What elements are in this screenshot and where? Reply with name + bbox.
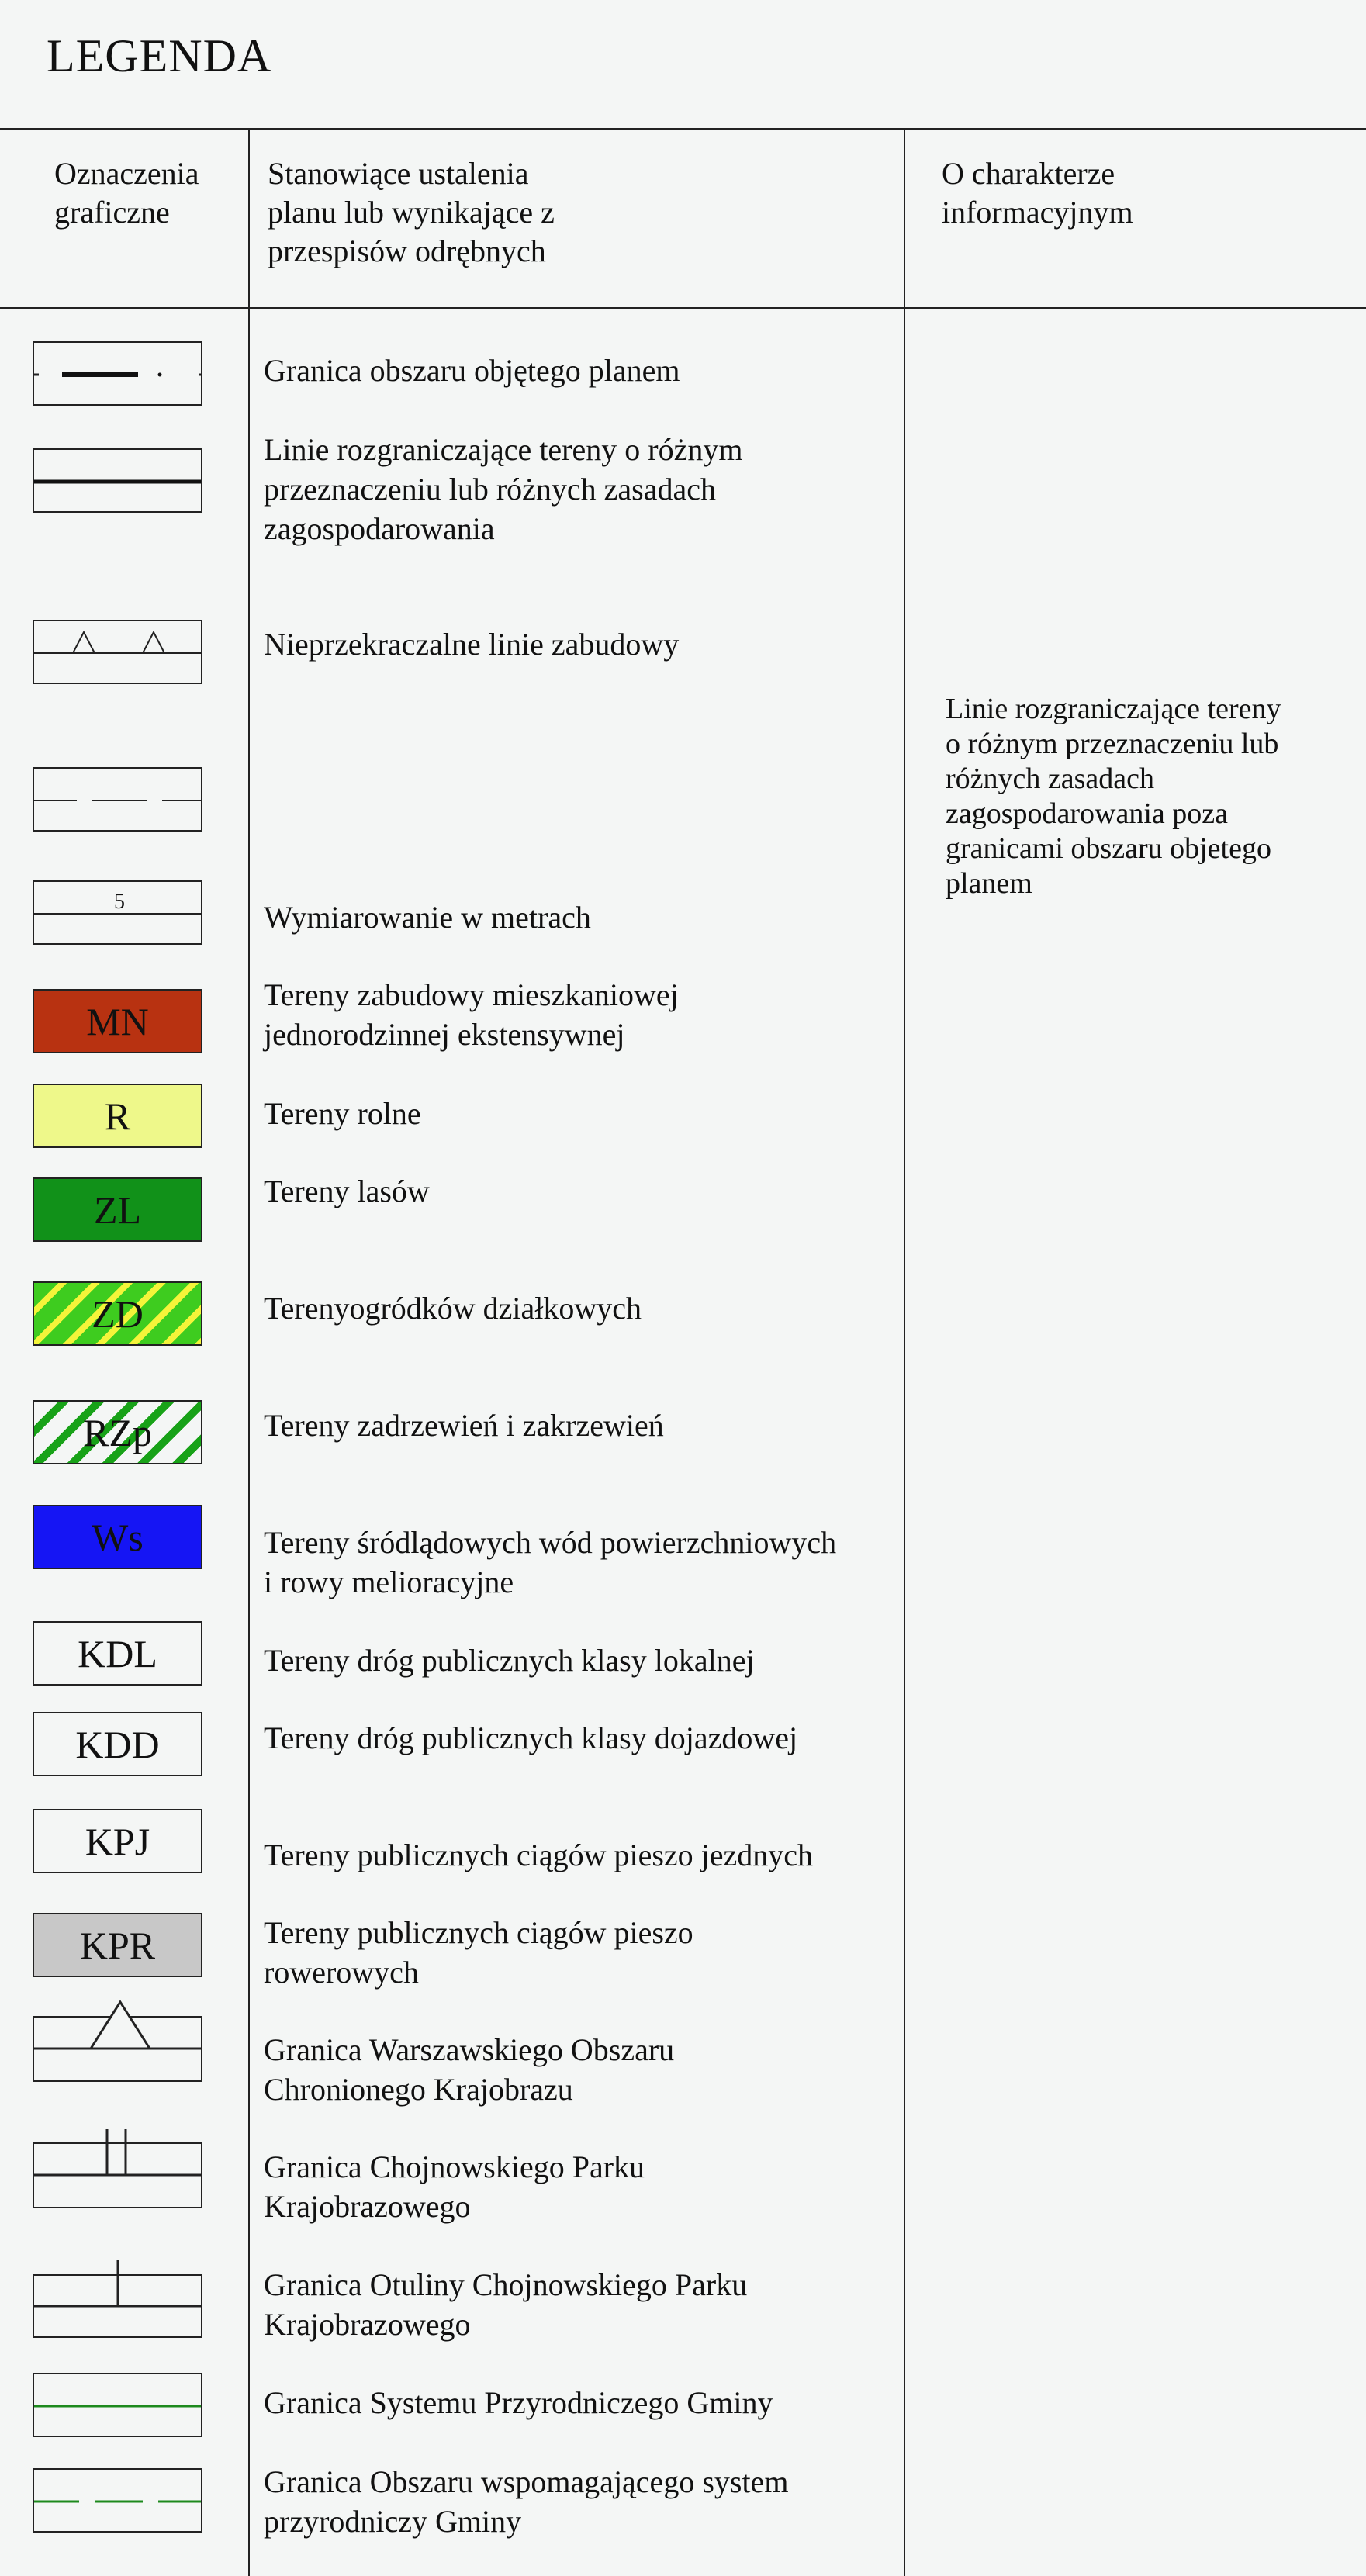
desc-line: Granica Systemu Przyrodniczego Gminy: [264, 2385, 773, 2420]
legend-row-19-text: [264, 2462, 788, 2541]
desc-line: Nieprzekraczalne linie zabudowy: [264, 627, 680, 662]
desc-line: przyrodniczy Gminy: [264, 2504, 522, 2539]
land-use-ws-icon: [33, 1505, 202, 1569]
desc-line: Wymiarowanie w metrach: [264, 900, 591, 935]
header-bottom-divider: [0, 307, 1366, 309]
legend-row-12-text: [264, 1718, 797, 1758]
column-divider-1: [248, 129, 250, 2576]
desc-line: jednorodzinnej ekstensywnej: [264, 1017, 625, 1052]
legend-row-1-text: [264, 430, 742, 548]
symbol-code: KPJ: [85, 1819, 150, 1863]
desc-line: Terenyogródków działkowych: [264, 1291, 642, 1326]
land-use-zd-icon: [33, 1281, 202, 1346]
desc-line: Granica Otuliny Chojnowskiego Parku: [264, 2267, 748, 2302]
dimension-label: 5: [114, 890, 125, 914]
dash-dot-line-icon: [33, 341, 202, 406]
info-line: o różnym przeznaczeniu lub: [946, 728, 1279, 760]
desc-line: zagospodarowania: [264, 511, 495, 546]
legend-row-9-text: [264, 1406, 664, 1445]
header-line: przespisów odrębnych: [268, 233, 546, 268]
desc-line: Tereny publicznych ciągów pieszo: [264, 1915, 693, 1950]
header-graphic-symbols: [54, 154, 199, 232]
land-use-r-icon: [33, 1084, 202, 1148]
double-tick-line-icon: [33, 2127, 202, 2208]
info-line: planem: [946, 867, 1032, 900]
desc-line: Tereny dróg publicznych klasy lokalnej: [264, 1643, 755, 1678]
legend-row-4-text: [264, 897, 591, 937]
legend-row-14-text: [264, 1913, 693, 1992]
desc-line: rowerowych: [264, 1955, 419, 1990]
legend-row-6-text: [264, 1094, 421, 1133]
single-tick-line-icon: [33, 2257, 202, 2339]
triangle-line-icon: [33, 620, 202, 684]
road-kpr-icon: [33, 1913, 202, 1977]
desc-line: Tereny publicznych ciągów pieszo jezdnych: [264, 1838, 814, 1872]
legend-row-10-text: [264, 1523, 836, 1602]
desc-line: Tereny zadrzewień i zakrzewień: [264, 1408, 664, 1443]
road-kdd-icon: [33, 1712, 202, 1776]
desc-line: Krajobrazowego: [264, 2307, 471, 2342]
legend-row-2-text: [264, 624, 679, 664]
info-line: granicami obszaru objetego: [946, 832, 1271, 865]
header-binding-provisions: [268, 154, 555, 271]
legend-row-18-text: [264, 2383, 773, 2422]
info-line: Linie rozgraniczające tereny: [946, 693, 1281, 725]
legend-row-16-text: [264, 2147, 645, 2226]
desc-line: Granica Warszawskiego Obszaru: [264, 2032, 675, 2067]
solid-line-icon: [33, 448, 202, 513]
legend-row-13-text: [264, 1835, 813, 1875]
symbol-code: R: [104, 1094, 131, 1138]
land-use-zl-icon: [33, 1177, 202, 1242]
column-divider-2: [904, 129, 905, 2576]
symbol-code: ZL: [93, 1188, 142, 1232]
header-line: Oznaczenia: [54, 156, 199, 191]
desc-line: Granica Chojnowskiego Parku: [264, 2149, 645, 2184]
legend-row-7-text: [264, 1171, 430, 1211]
desc-line: Tereny dróg publicznych klasy dojazdowej: [264, 1720, 798, 1755]
desc-line: Tereny zabudowy mieszkaniowej: [264, 977, 679, 1012]
legend-row-11-text: [264, 1641, 755, 1680]
header-line: O charakterze: [942, 156, 1115, 191]
desc-line: Linie rozgraniczające tereny o różnym: [264, 432, 743, 467]
desc-line: Granica Obszaru wspomagającego system: [264, 2464, 789, 2499]
header-top-divider: [0, 128, 1366, 130]
desc-line: Granica obszaru objętego planem: [264, 353, 680, 388]
header-line: Stanowiące ustalenia: [268, 156, 529, 191]
desc-line: przeznaczeniu lub różnych zasadach: [264, 472, 716, 507]
informational-description: [946, 692, 1281, 901]
desc-line: Tereny lasów: [264, 1174, 430, 1208]
symbol-code: RZp: [83, 1410, 152, 1454]
desc-line: Tereny śródlądowych wód powierzchniowych: [264, 1525, 837, 1560]
legend-row-5-text: [264, 975, 679, 1054]
big-triangle-line-icon: [33, 1997, 202, 2083]
dimension-line-icon: [33, 880, 202, 945]
info-line: różnych zasadach: [946, 762, 1155, 795]
land-use-rzp-icon: [33, 1400, 202, 1464]
legend-row-15-text: [264, 2030, 674, 2109]
symbol-code: Ws: [92, 1515, 144, 1559]
symbol-code: KPR: [79, 1923, 156, 1967]
info-line: zagospodarowania poza: [946, 797, 1229, 830]
symbol-code: KDL: [78, 1631, 157, 1675]
road-kdl-icon: [33, 1621, 202, 1686]
desc-line: Krajobrazowego: [264, 2189, 471, 2224]
desc-line: i rowy melioracyjne: [264, 1565, 514, 1599]
header-line: informacyjnym: [942, 195, 1133, 230]
header-informational: [942, 154, 1133, 232]
symbol-code: KDD: [75, 1722, 160, 1766]
header-line: planu lub wynikające z: [268, 195, 555, 230]
legend-row-8-text: [264, 1288, 642, 1328]
legend-title: LEGENDA: [47, 30, 272, 81]
desc-line: Chronionego Krajobrazu: [264, 2072, 573, 2107]
legend-row-17-text: [264, 2265, 747, 2344]
green-dashed-line-icon: [33, 2468, 202, 2533]
dashed-line-icon: [33, 767, 202, 832]
symbol-code: MN: [86, 999, 149, 1043]
symbol-code: ZD: [92, 1291, 144, 1336]
green-line-icon: [33, 2373, 202, 2437]
header-line: graficzne: [54, 195, 170, 230]
legend-row-0-text: [264, 351, 680, 390]
land-use-mn-icon: [33, 989, 202, 1053]
road-kpj-icon: [33, 1809, 202, 1873]
desc-line: Tereny rolne: [264, 1096, 421, 1131]
